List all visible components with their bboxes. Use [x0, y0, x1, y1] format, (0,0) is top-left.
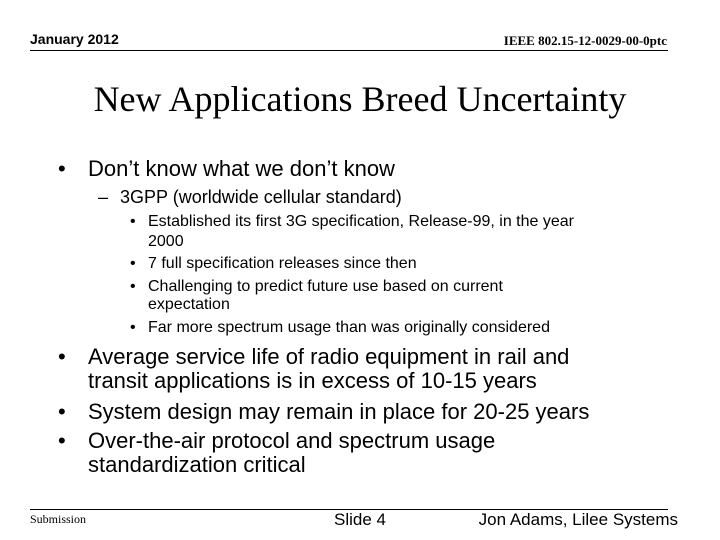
bullet-text: transit applications is in excess of 10-15 years — [88, 368, 537, 393]
header-rule — [30, 50, 668, 51]
slide-title: New Applications Breed Uncertainty — [93, 79, 627, 119]
bullet-text: standardization critical — [88, 452, 306, 477]
footer-slide-number: Slide 4 — [334, 510, 386, 529]
footer-author: Jon Adams, Lilee Systems — [478, 510, 678, 529]
sub-sub-bullet-text: Challenging to predict future use based on current — [148, 278, 503, 295]
header-date: January 2012 — [30, 31, 119, 47]
sub-sub-bullet-marker: • — [130, 278, 136, 295]
sub-sub-bullet-marker: • — [130, 255, 136, 272]
bullet-text: System design may remain in place for 20-25 years — [88, 399, 590, 424]
sub-bullet-text: 3GPP (worldwide cellular standard) — [120, 187, 402, 207]
sub-sub-bullet-marker: • — [130, 213, 136, 230]
bullet-text: Average service life of radio equipment in rail and — [88, 344, 570, 369]
bullet-marker: • — [58, 344, 66, 369]
bullet-marker: • — [58, 399, 66, 424]
bullet-marker: • — [58, 156, 66, 181]
sub-sub-bullet-marker: • — [130, 319, 136, 336]
sub-sub-bullet-text: 7 full specification releases since then — [148, 255, 417, 272]
sub-sub-bullet-text: Established its first 3G specification, Release-99, in the year — [148, 213, 574, 230]
header-doc-id: IEEE 802.15-12-0029-00-0ptc — [503, 33, 667, 48]
sub-sub-bullet-text: Far more spectrum usage than was originally considered — [148, 319, 550, 336]
sub-bullet-marker: – — [98, 187, 109, 207]
bullet-text: Over-the-air protocol and spectrum usage — [88, 428, 496, 453]
footer-submission: Submission — [30, 512, 87, 526]
sub-sub-bullet-text: 2000 — [148, 233, 184, 250]
bullet-marker: • — [58, 428, 66, 453]
sub-sub-bullet-text: expectation — [148, 296, 230, 313]
bullet-text: Don’t know what we don’t know — [88, 156, 395, 181]
